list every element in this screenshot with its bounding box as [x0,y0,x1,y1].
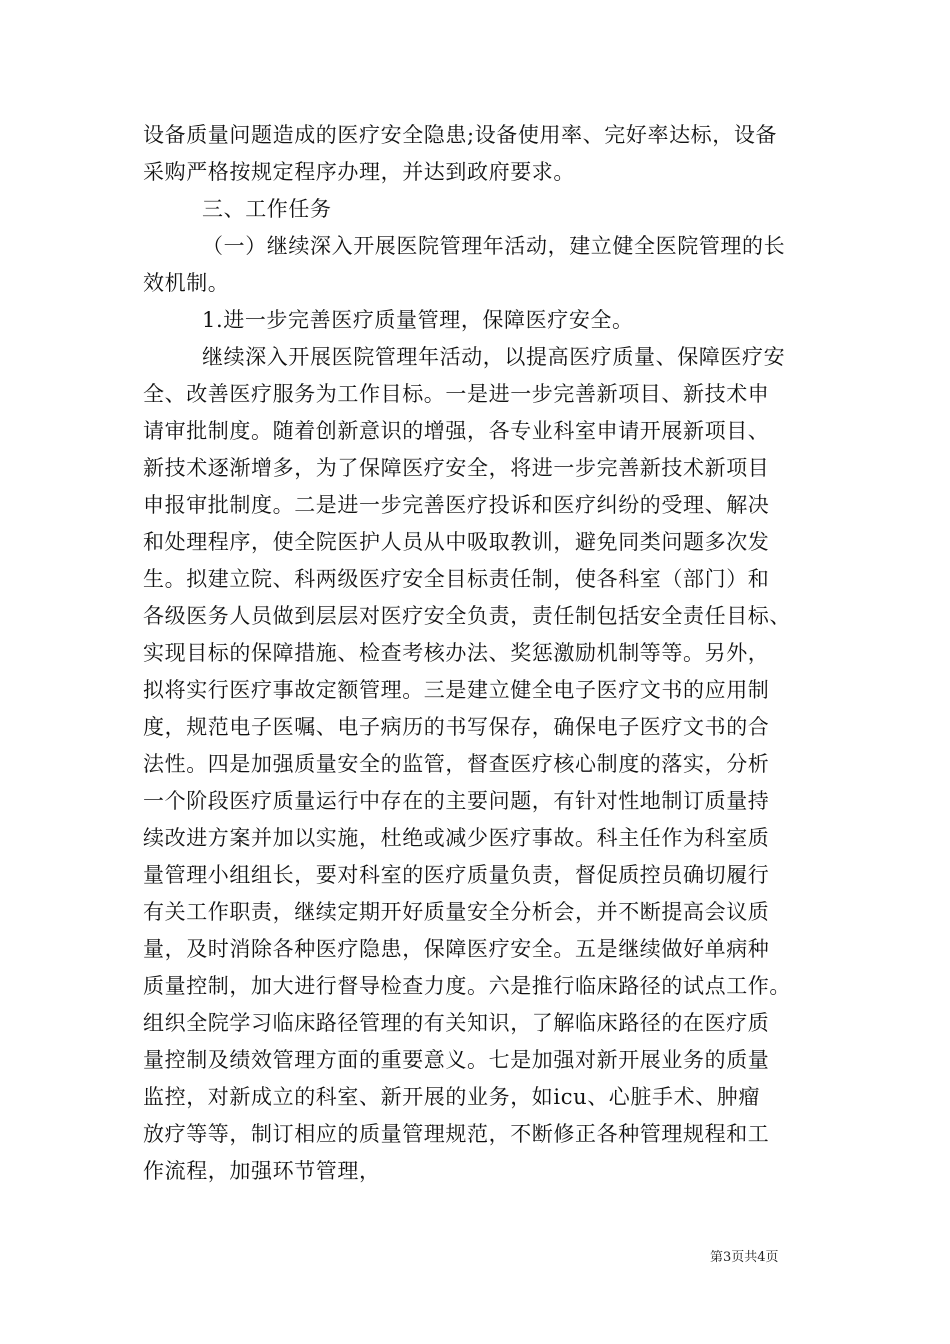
text-line: 请审批制度。随着创新意识的增强，各专业科室申请开展新项目、 [143,419,770,443]
section-heading: 三、工作任务 [202,197,332,221]
text-line: 组织全院学习临床路径管理的有关知识，了解临床路径的在医疗质 [143,1011,770,1035]
text-line: 实现目标的保障措施、检查考核办法、奖惩激励机制等等。另外， [143,641,770,665]
text-line: 全、改善医疗服务为工作目标。一是进一步完善新项目、新技术申 [143,382,770,406]
text-line: 监控，对新成立的科室、新开展的业务，如icu、心脏手术、肿瘤 [143,1085,760,1109]
text-line: 设备质量问题造成的医疗安全隐患;设备使用率、完好率达标，设备 [143,123,778,147]
text-line: 法性。四是加强质量安全的监管，督查医疗核心制度的落实，分析 [143,752,770,776]
text-line: 采购严格按规定程序办理，并达到政府要求。 [143,160,575,184]
text-line: 有关工作职责，继续定期开好质量安全分析会，并不断提高会议质 [143,900,770,924]
text-line: 续改进方案并加以实施，杜绝或减少医疗事故。科主任作为科室质 [143,826,770,850]
item-heading: 1.进一步完善医疗质量管理，保障医疗安全。 [202,308,634,332]
text-line: 放疗等等，制订相应的质量管理规范，不断修正各种管理规程和工 [143,1122,770,1146]
text-line: 一个阶段医疗质量运行中存在的主要问题，有针对性地制订质量持 [143,789,770,813]
text-line: 量管理小组组长，要对科室的医疗质量负责，督促质控员确切履行 [143,863,770,887]
subsection-heading: （一）继续深入开展医院管理年活动，建立健全医院管理的长 [202,234,786,258]
text-line: 度，规范电子医嘱、电子病历的书写保存，确保电子医疗文书的合 [143,715,770,739]
text-line: 新技术逐渐增多，为了保障医疗安全，将进一步完善新技术新项目 [143,456,770,480]
text-line: 质量控制，加大进行督导检查力度。六是推行临床路径的试点工作。 [143,974,791,998]
text-line: 量，及时消除各种医疗隐患，保障医疗安全。五是继续做好单病种 [143,937,770,961]
text-line: 各级医务人员做到层层对医疗安全负责，责任制包括安全责任目标、 [143,604,791,628]
text-line: 生。拟建立院、科两级医疗安全目标责任制，使各科室（部门）和 [143,567,770,591]
text-line: 量控制及绩效管理方面的重要意义。七是加强对新开展业务的质量 [143,1048,770,1072]
text-line: 和处理程序，使全院医护人员从中吸取教训，避免同类问题多次发 [143,530,770,554]
text-line: 拟将实行医疗事故定额管理。三是建立健全电子医疗文书的应用制 [143,678,770,702]
text-line: 申报审批制度。二是进一步完善医疗投诉和医疗纠纷的受理、解决 [143,493,770,517]
text-line: 效机制。 [143,271,230,295]
text-line: 作流程，加强环节管理， [143,1159,381,1183]
paragraph-first-line: 继续深入开展医院管理年活动，以提高医疗质量、保障医疗安 [202,345,786,369]
page-number: 第3页共4页 [710,1250,779,1265]
